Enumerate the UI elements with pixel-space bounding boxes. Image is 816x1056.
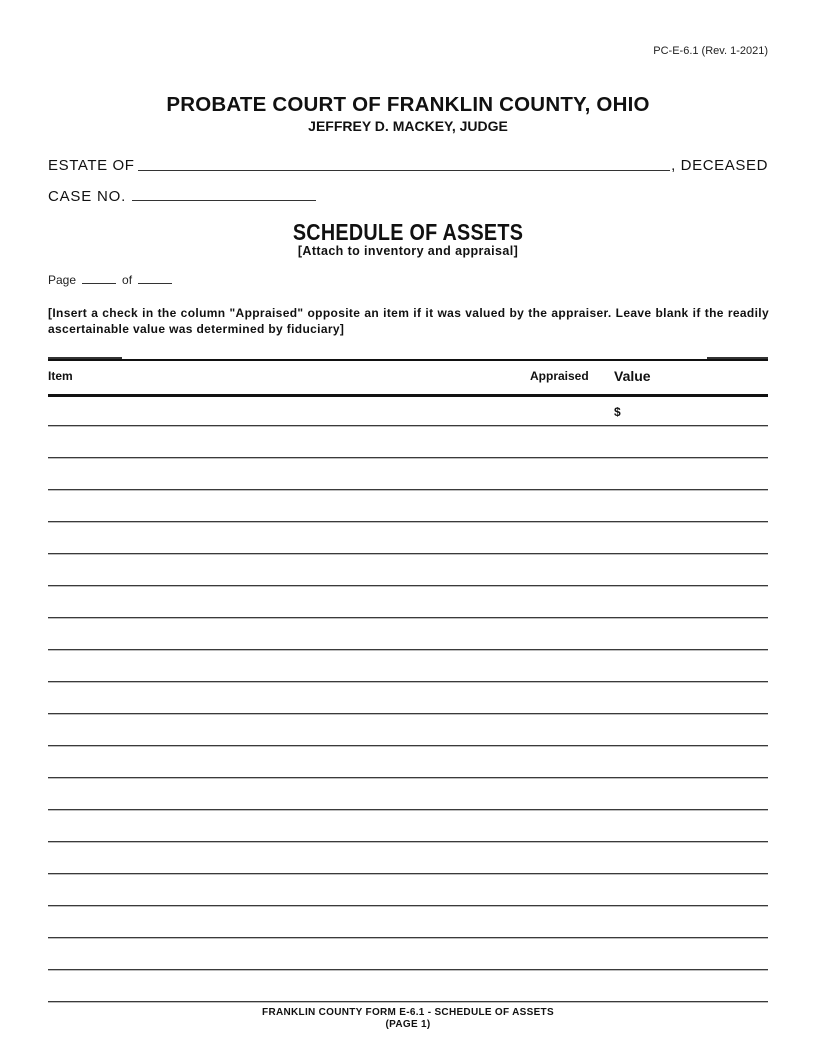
value-field[interactable]: [626, 821, 766, 837]
footer-page: (PAGE 1): [385, 1019, 431, 1030]
appraised-checkbox[interactable]: [530, 405, 600, 421]
appraised-checkbox[interactable]: [530, 693, 600, 709]
of-label: of: [122, 273, 133, 287]
currency-symbol: $: [614, 405, 621, 419]
row-rule: [48, 649, 768, 651]
row-rule: [48, 457, 768, 459]
value-field[interactable]: [626, 565, 766, 581]
item-field[interactable]: [48, 757, 518, 773]
row-rule: [48, 617, 768, 619]
appraised-checkbox[interactable]: [530, 725, 600, 741]
judge-name: JEFFREY D. MACKEY, JUDGE: [308, 118, 508, 134]
estate-name-field[interactable]: [138, 156, 671, 171]
value-field[interactable]: [626, 789, 766, 805]
table-row[interactable]: [48, 877, 768, 907]
table-row[interactable]: [48, 941, 768, 971]
row-rule: [48, 969, 768, 971]
item-field[interactable]: [48, 789, 518, 805]
item-field[interactable]: [48, 949, 518, 965]
item-field[interactable]: [48, 533, 518, 549]
table-row[interactable]: [48, 973, 768, 1003]
row-rule: [48, 841, 768, 843]
appraised-checkbox[interactable]: [530, 789, 600, 805]
item-field[interactable]: [48, 821, 518, 837]
value-field[interactable]: [626, 949, 766, 965]
column-header-item: Item: [48, 369, 73, 383]
value-field[interactable]: [626, 917, 766, 933]
row-rule: [48, 1001, 768, 1003]
item-field[interactable]: [48, 853, 518, 869]
table-row[interactable]: [48, 429, 768, 459]
appraised-checkbox[interactable]: [530, 853, 600, 869]
item-field[interactable]: [48, 917, 518, 933]
case-line: [48, 186, 316, 205]
appraised-checkbox[interactable]: [530, 469, 600, 485]
table-row[interactable]: [48, 525, 768, 555]
value-field[interactable]: [626, 501, 766, 517]
table-row[interactable]: [48, 589, 768, 619]
table-row[interactable]: [48, 845, 768, 875]
value-field[interactable]: [626, 693, 766, 709]
value-field[interactable]: [626, 597, 766, 613]
table-row[interactable]: [48, 781, 768, 811]
schedule-title: SCHEDULE OF ASSETS: [292, 219, 524, 245]
value-field[interactable]: [626, 405, 766, 421]
table-row[interactable]: [48, 557, 768, 587]
value-field[interactable]: [626, 725, 766, 741]
row-rule: [48, 937, 768, 939]
row-rule: [48, 713, 768, 715]
value-field[interactable]: [626, 469, 766, 485]
schedule-subtitle: [Attach to inventory and appraisal]: [297, 244, 519, 258]
appraised-checkbox[interactable]: [530, 565, 600, 581]
instructions: [Insert a check in the column "Appraised" opposite an item if it was valued by the appraiser. Leave blank if the readily ascertainable value was determined by fiduciary]: [48, 306, 769, 336]
row-rule: [48, 585, 768, 587]
appraised-checkbox[interactable]: [530, 661, 600, 677]
form-id: PC-E-6.1 (Rev. 1-2021): [653, 45, 768, 57]
table-row[interactable]: [48, 621, 768, 651]
case-label: CASE NO.: [48, 188, 127, 205]
value-field[interactable]: [626, 629, 766, 645]
row-rule: [48, 905, 768, 907]
appraised-checkbox[interactable]: [530, 597, 600, 613]
item-field[interactable]: [48, 597, 518, 613]
footer-form-name: FRANKLIN COUNTY FORM E-6.1 - SCHEDULE OF ASSETS: [262, 1007, 554, 1018]
case-number-field[interactable]: [132, 186, 316, 201]
table-row[interactable]: [48, 397, 768, 427]
item-field[interactable]: [48, 405, 518, 421]
table-row[interactable]: [48, 813, 768, 843]
appraised-checkbox[interactable]: [530, 629, 600, 645]
item-field[interactable]: [48, 661, 518, 677]
table-row[interactable]: [48, 493, 768, 523]
appraised-checkbox[interactable]: [530, 981, 600, 997]
value-field[interactable]: [626, 437, 766, 453]
appraised-checkbox[interactable]: [530, 821, 600, 837]
appraised-checkbox[interactable]: [530, 949, 600, 965]
item-field[interactable]: [48, 693, 518, 709]
estate-line: [48, 154, 768, 174]
value-field[interactable]: [626, 981, 766, 997]
value-field[interactable]: [626, 885, 766, 901]
estate-label: ESTATE OF: [48, 157, 135, 174]
column-header-appraised: Appraised: [530, 369, 589, 383]
table-top-rule: [48, 359, 768, 361]
row-rule: [48, 521, 768, 523]
table-row[interactable]: [48, 749, 768, 779]
page-total-field[interactable]: [138, 273, 172, 284]
item-field[interactable]: [48, 501, 518, 517]
row-rule: [48, 777, 768, 779]
row-rule: [48, 745, 768, 747]
row-rule: [48, 809, 768, 811]
row-rule: [48, 681, 768, 683]
table-row[interactable]: [48, 717, 768, 747]
item-field[interactable]: [48, 725, 518, 741]
item-field[interactable]: [48, 469, 518, 485]
item-field[interactable]: [48, 885, 518, 901]
deceased-label: , DECEASED: [671, 157, 768, 174]
table-row[interactable]: [48, 461, 768, 491]
appraised-checkbox[interactable]: [530, 437, 600, 453]
table-row[interactable]: [48, 653, 768, 683]
row-rule: [48, 873, 768, 875]
page-label: Page: [48, 273, 77, 287]
appraised-checkbox[interactable]: [530, 501, 600, 517]
table-row[interactable]: [48, 909, 768, 939]
column-header-value: Value: [614, 368, 651, 384]
appraised-checkbox[interactable]: [530, 885, 600, 901]
item-field[interactable]: [48, 565, 518, 581]
appraised-checkbox[interactable]: [530, 757, 600, 773]
value-field[interactable]: [626, 853, 766, 869]
item-field[interactable]: [48, 629, 518, 645]
row-rule: [48, 489, 768, 491]
court-title: PROBATE COURT OF FRANKLIN COUNTY, OHIO: [166, 93, 650, 116]
value-field[interactable]: [626, 533, 766, 549]
table-row[interactable]: [48, 685, 768, 715]
appraised-checkbox[interactable]: [530, 533, 600, 549]
page-numbering: [48, 273, 178, 287]
appraised-checkbox[interactable]: [530, 917, 600, 933]
row-rule: [48, 553, 768, 555]
item-field[interactable]: [48, 981, 518, 997]
value-field[interactable]: [626, 661, 766, 677]
value-field[interactable]: [626, 757, 766, 773]
page-number-field[interactable]: [82, 273, 116, 284]
row-rule: [48, 425, 768, 427]
item-field[interactable]: [48, 437, 518, 453]
